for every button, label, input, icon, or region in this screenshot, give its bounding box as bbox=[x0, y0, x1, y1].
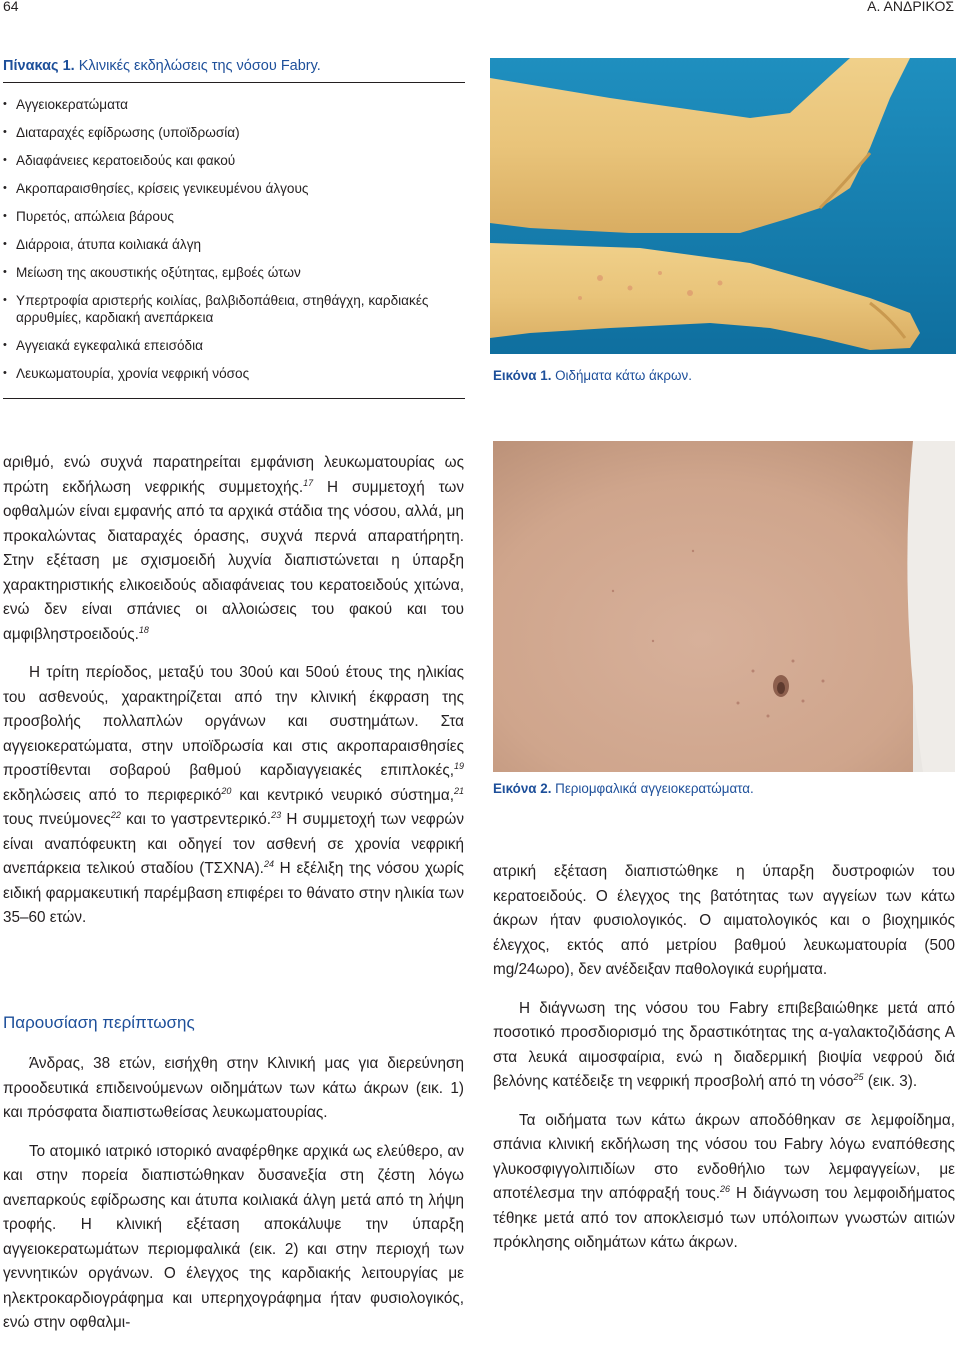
body-paragraph: Η διάγνωση της νόσου του Fabry επιβεβαιώθηκε μετά από ποσοτικό προσδιορισμό της δραστικότητας της α-γαλακτοζιδάσης Α στα λευκά αιμοσφαίρια, ενώ η διαδερμική βιοψία νεφρού διά βελόνης κατέδειξε τη νεφρική προσβολή από τη νόσο$^{25}$ (εικ. 3). bbox=[493, 999, 955, 1090]
body-paragraph: ατρική εξέταση διαπιστώθηκε η ύπαρξη δυστροφιών του κερατοειδούς. Ο έλεγχος της βατότητας των αγγείων των κάτω άκρων ήταν φυσιολογικός. Ο αιματολογικός και ο βιοχημικός έλεγχος, εκτός από μετρίου βαθμού λευκωματουρία (500 mg/24ωρο), δεν ανέδειξαν παθολογικά ευρήματα. bbox=[493, 863, 955, 978]
list-item: • Διάρροια, άτυπα κοιλιακά άλγη bbox=[3, 236, 465, 253]
figure-2-text: Περιομφαλικά αγγειοκερατώματα. bbox=[551, 781, 754, 796]
figure-1-text: Οιδήματα κάτω άκρων. bbox=[551, 368, 692, 383]
list-item: • Πυρετός, απώλεια βάρους bbox=[3, 208, 465, 225]
figure-1-photo bbox=[490, 58, 956, 354]
section-heading: Παρουσίαση περίπτωσης bbox=[3, 1013, 195, 1032]
list-item: • Αδιαφάνειες κερατοειδούς και φακού bbox=[3, 152, 465, 169]
figure-2-photo bbox=[493, 441, 955, 772]
list-item: • Υπερτροφία αριστερής κοιλίας, βαλβιδοπάθεια, στηθάγχη, καρδιακές αρρυθμίες, καρδιακή ανεπάρκεια bbox=[3, 292, 465, 326]
body-paragraph: Άνδρας, 38 ετών, εισήχθη στην Κλινική μας για διερεύνηση προοδευτικά επιδεινούμενων οιδημάτων των κάτω άκρων (εικ. 1) και πρόσφατα διαπιστωθείσας λευκωματουρίας. bbox=[3, 1055, 464, 1121]
list-item: • Μείωση της ακουστικής οξύτητας, εμβοές ώτων bbox=[3, 264, 465, 281]
figure-1-caption bbox=[493, 368, 692, 383]
table-title-text: Κλινικές εκδηλώσεις της νόσου Fabry. bbox=[74, 58, 321, 74]
list-item: • Διαταραχές εφίδρωσης (υποϊδρωσία) bbox=[3, 124, 465, 141]
body-paragraph: Το ατομικό ιατρικό ιστορικό αναφέρθηκε αρχικά ως ελεύθερο, αν και στην πορεία διαπιστώθηκαν δυσανεξία στη ζέστη λόγω ανεπαρκούς εφίδρωσης και άτυπα κοιλιακά άλγη μετά από τη λήψη τροφής. Η κλινική εξέταση αποκάλυψε την ύπαρξη αγγειοκερατωμάτων περιομφαλικά (εικ. 2) και στην περιοχή των γεννητικών οργάνων. Ο έλεγχος της καρδιακής λειτουργίας με ηλεκτροκαρδιογράφημα και υπερηχογράφημα ήταν φυσιολογικός, ενώ στην οφθαλμι- bbox=[3, 1142, 464, 1331]
table-title bbox=[3, 58, 321, 74]
left-column-upper bbox=[3, 451, 464, 945]
body-paragraph: Τα οιδήματα των κάτω άκρων αποδόθηκαν σε λεμφοίδημα, σπάνια κλινική εκδήλωση της νόσου του Fabry λόγω εναπόθεσης γλυκοσφιγγολιπιδίων στο ενδοθήλιο των λεμφαγγείων, με αποτέλεσμα την απόφραξή τους.$^{26}$ Η διάγνωση του λεμφοιδήματος τέθηκε μετά από τον αποκλεισμό των υπόλοιπων γνωστών αιτιών πρόκλησης οιδημάτων κάτω άκρων. bbox=[493, 1111, 955, 1251]
list-item: • Αγγειακά εγκεφαλικά επεισόδια bbox=[3, 337, 465, 354]
table-items-list bbox=[3, 96, 465, 393]
list-item: • Λευκωματουρία, χρονία νεφρική νόσος bbox=[3, 365, 465, 382]
figure-1-label: Εικόνα 1. bbox=[493, 368, 552, 383]
body-paragraph: Η τρίτη περίοδος, μεταξύ του 30ού και 50ού έτους της ηλικίας του ασθενούς, χαρακτηρίζεται από την κλινική έκφραση της προσβολής πολλαπλών οργάνων και συστημάτων. Στα αγγειοκερατώματα, στην υποϊδρωσία και στις ακροπαραισθησίες προστίθενται σοβαρού βαθμού καρδιαγγειακές επιπλοκές,$^{19}$ εκδηλώσεις από το περιφερικό$^{20}$ και κεντρικό νευρικό σύστημα,$^{21}$ τους πνεύμονες$^{22}$ και το γαστρεντερικό.$^{23}$ Η συμμετοχή των νεφρών είναι αναπόφευκτη και οδηγεί τον ασθενή σε χρονία νεφρική ανεπάρκεια τελικού σταδίου (ΤΣΧΝΑ).$^{24}$ Η εξέλιξη της νόσου χωρίς ειδική φαρμακευτική παρέμβαση επιφέρει το θάνατο στην ηλικία των 35–60 ετών. bbox=[3, 664, 464, 926]
figure-2-label: Εικόνα 2. bbox=[493, 781, 552, 796]
running-title: Α. ΑΝΔΡΙΚΟΣ bbox=[867, 0, 954, 14]
page-number: 64 bbox=[3, 0, 19, 14]
left-column-lower bbox=[3, 1052, 464, 1350]
list-item: • Αγγειοκερατώματα bbox=[3, 96, 465, 113]
figure-2-caption bbox=[493, 781, 754, 796]
body-paragraph: αριθμό, ενώ συχνά παρατηρείται εμφάνιση λευκωματουρίας ως πρώτη εκδήλωση νεφρικής συμμετοχής.$^{17}$ Η συμμετοχή των οφθαλμών είναι εμφανής από τα αρχικά στάδια της νόσου, αλλά, μη προκαλώντας διαταραχές όρασης, συχνά περνά απαρατήρητη. Στην εξέταση με σχισμοειδή λυχνία διαπιστώνεται η ύπαρξη χαρακτηριστικής ελικοειδούς αδιαφάνειας του κερατοειδούς χιτώνα, ενώ δεν είναι σπάνιες οι αλλοιώσεις του φακού και του αμφιβληστροειδούς.$^{18}$ bbox=[3, 454, 464, 643]
table-bottom-rule bbox=[3, 398, 465, 399]
right-column bbox=[493, 860, 955, 1270]
table-top-rule bbox=[3, 82, 465, 83]
table-label: Πίνακας 1. bbox=[3, 58, 75, 74]
list-item: • Ακροπαραισθησίες, κρίσεις γενικευμένου άλγους bbox=[3, 180, 465, 197]
